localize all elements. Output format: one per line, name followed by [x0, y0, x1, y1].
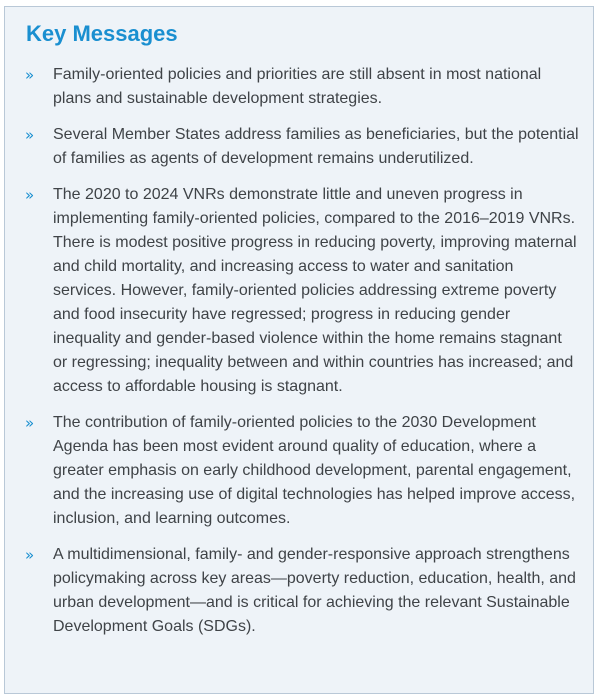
double-chevron-bullet-icon: »	[25, 186, 35, 204]
list-item-text: The 2020 to 2024 VNRs demonstrate little and uneven progress in implementing family-oriented policies, compared to the 2016–2019 VNRs. There is modest positive progress in reducing poverty, improving maternal and child mortality, and increasing access to water and sanitation services. However, family-oriented policies addressing extreme poverty and food insecurity have regressed; progress in reducing gender inequality and gender-based violence within the home remains stagnant or regressing; inequality between and within countries has increased; and access to affordable housing is stagnant.	[53, 186, 577, 395]
list-item-text: A multidimensional, family- and gender-responsive approach strengthens policymaking across key areas—poverty reduction, education, health, and urban development—and is critical for achieving the relevant Sustainable Development Goals (SDGs).	[53, 546, 576, 635]
double-chevron-bullet-icon: »	[25, 546, 35, 564]
key-messages-list	[5, 63, 593, 651]
list-item	[5, 63, 593, 111]
list-item-text: Several Member States address families as beneficiaries, but the potential of families as agents of development remains underutilized.	[53, 126, 579, 167]
double-chevron-bullet-icon: »	[25, 66, 35, 84]
list-item	[5, 183, 593, 399]
list-item-text: Family-oriented policies and priorities are still absent in most national plans and sustainable development strategies.	[53, 66, 542, 107]
list-item	[5, 543, 593, 639]
list-item-text: The contribution of family-oriented policies to the 2030 Development Agenda has been most evident around quality of education, where a greater emphasis on early childhood development, parental engagement, and the increasing use of digital technologies has helped improve access, inclusion, and learning outcomes.	[53, 414, 576, 527]
list-item	[5, 411, 593, 531]
double-chevron-bullet-icon: »	[25, 126, 35, 144]
double-chevron-bullet-icon: »	[25, 414, 35, 432]
key-messages-box	[4, 6, 594, 694]
section-title: Key Messages	[26, 21, 178, 46]
list-item	[5, 123, 593, 171]
